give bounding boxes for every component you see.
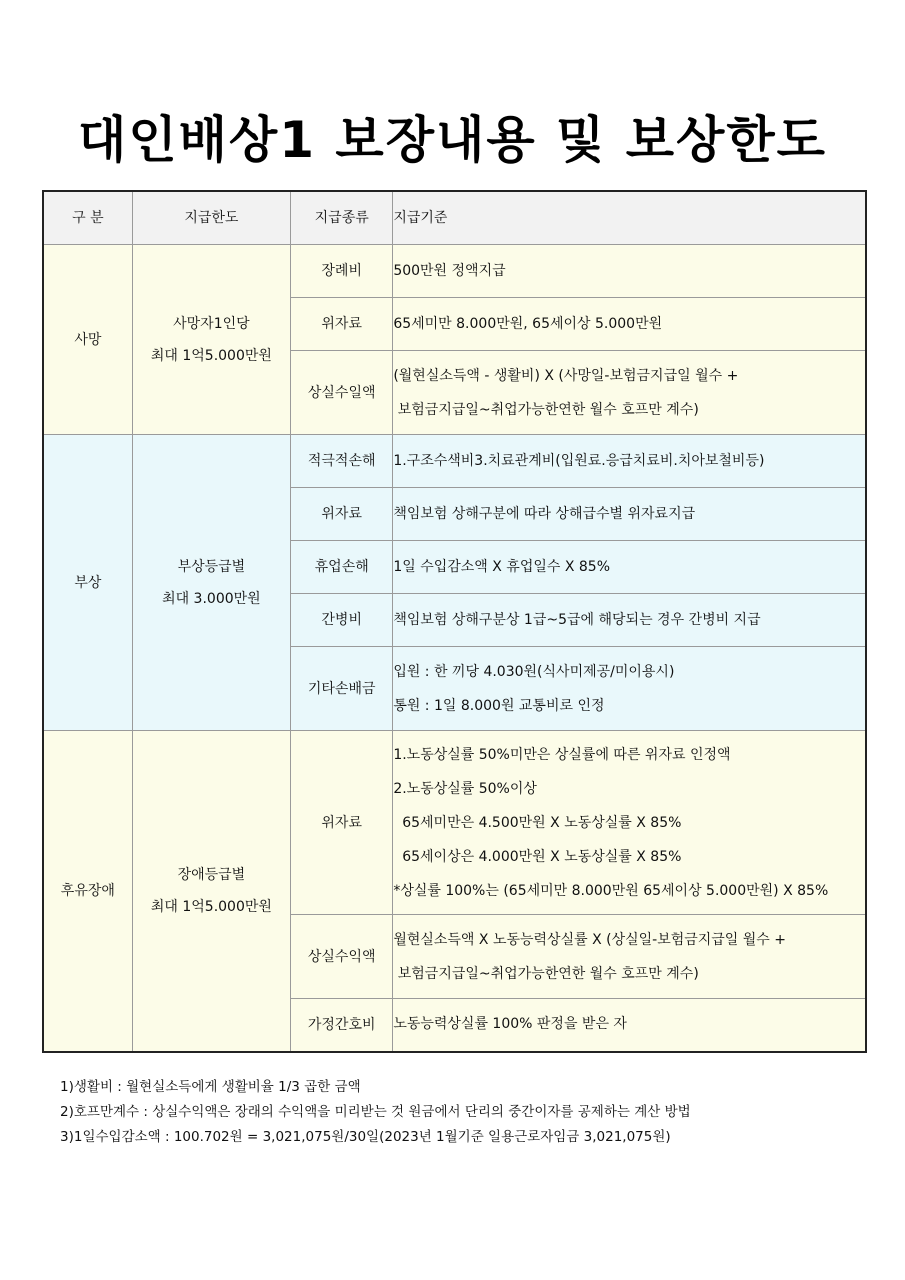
basis-line: 책임보험 상해구분에 따라 상해급수별 위자료지급 xyxy=(393,505,696,522)
basis-line: 보험금지급일~취업가능한연한 월수 호프만 계수) xyxy=(393,401,699,418)
basis-line: 입원 : 한 끼당 4.030원(식사미제공/미이용시) xyxy=(393,663,675,680)
basis-cell xyxy=(393,488,866,541)
basis-line: 65세미만 8.000만원, 65세이상 5.000만원 xyxy=(393,315,663,332)
page-title: 대인배상1 보장내용 및 보상한도 xyxy=(78,111,827,169)
basis-line: *상실률 100%는 (65세미만 8.000만원 65세이상 5.000만원) X 85% xyxy=(393,882,829,899)
table-row xyxy=(43,245,866,298)
limit-line: 장애등급별 xyxy=(177,866,246,883)
limit-line: 최대 1억5.000만원 xyxy=(150,898,272,915)
basis-cell xyxy=(393,298,866,351)
basis-line: 책임보험 상해구분상 1급~5급에 해당되는 경우 간병비 지급 xyxy=(393,611,761,628)
table-header-row xyxy=(43,191,866,245)
type-cell: 장례비 xyxy=(291,245,393,298)
limit-death xyxy=(132,245,290,435)
limit-line: 부상등급별 xyxy=(177,558,246,575)
basis-line: 보험금지급일~취업가능한연한 월수 호프만 계수) xyxy=(393,965,699,982)
basis-line: 월현실소득액 X 노동능력상실률 X (상실일-보험금지급일 월수 + xyxy=(393,931,787,948)
basis-line: 65세이상은 4.000만원 X 노동상실률 X 85% xyxy=(393,848,682,865)
type-cell: 위자료 xyxy=(291,298,393,351)
basis-line: 1일 수입감소액 X 휴업일수 X 85% xyxy=(393,558,611,575)
footnote: 1)생활비 : 월현실소득에게 생활비율 1/3 곱한 금액 xyxy=(60,1079,361,1095)
basis-line: 1.노동상실률 50%미만은 상실률에 따른 위자료 인정액 xyxy=(393,746,731,763)
basis-cell xyxy=(393,245,866,298)
limit-line: 최대 3.000만원 xyxy=(162,590,261,607)
type-cell: 간병비 xyxy=(291,594,393,647)
basis-line: 65세미만은 4.500만원 X 노동상실률 X 85% xyxy=(393,814,682,831)
footnotes xyxy=(60,1075,691,1150)
type-cell: 가정간호비 xyxy=(291,999,393,1052)
footnote: 3)1일수입감소액 : 100.702원 = 3,021,075원/30일(2023년 1월기준 일용근로자임금 3,021,075원) xyxy=(60,1129,671,1145)
basis-cell xyxy=(393,915,866,999)
coverage-table xyxy=(42,190,867,1053)
type-cell: 휴업손해 xyxy=(291,541,393,594)
header-category: 구 분 xyxy=(43,191,132,245)
type-cell: 기타손배금 xyxy=(291,647,393,731)
type-cell: 상실수익액 xyxy=(291,915,393,999)
basis-line: 1.구조수색비3.치료관계비(입원료.응급치료비.치아보철비등) xyxy=(393,452,765,469)
category-injury: 부상 xyxy=(43,435,132,731)
type-cell: 적극적손해 xyxy=(291,435,393,488)
limit-line: 최대 1억5.000만원 xyxy=(150,347,272,364)
basis-line: 2.노동상실률 50%이상 xyxy=(393,780,537,797)
basis-cell xyxy=(393,594,866,647)
header-limit: 지급한도 xyxy=(132,191,290,245)
basis-cell xyxy=(393,731,866,915)
limit-line: 사망자1인당 xyxy=(173,315,250,332)
type-cell: 위자료 xyxy=(291,488,393,541)
limit-disability xyxy=(132,731,290,1052)
basis-line: 노동능력상실률 100% 판정을 받은 자 xyxy=(393,1016,627,1033)
basis-cell xyxy=(393,541,866,594)
category-disability: 후유장애 xyxy=(43,731,132,1052)
basis-cell xyxy=(393,435,866,488)
table-row xyxy=(43,435,866,488)
table-row xyxy=(43,731,866,915)
basis-cell xyxy=(393,351,866,435)
basis-line: (월현실소득액 - 생활비) X (사망일-보험금지급일 월수 + xyxy=(393,367,739,384)
type-cell: 상실수일액 xyxy=(291,351,393,435)
category-death: 사망 xyxy=(43,245,132,435)
basis-cell xyxy=(393,999,866,1052)
basis-line: 500만원 정액지급 xyxy=(393,262,506,279)
header-basis: 지급기준 xyxy=(393,191,866,245)
basis-line: 통원 : 1일 8.000원 교통비로 인정 xyxy=(393,697,605,714)
limit-injury xyxy=(132,435,290,731)
header-type: 지급종류 xyxy=(291,191,393,245)
footnote: 2)호프만계수 : 상실수익액은 장래의 수익액을 미리받는 것 원금에서 단리의 중간이자를 공제하는 계산 방법 xyxy=(60,1104,691,1120)
basis-cell xyxy=(393,647,866,731)
type-cell: 위자료 xyxy=(291,731,393,915)
